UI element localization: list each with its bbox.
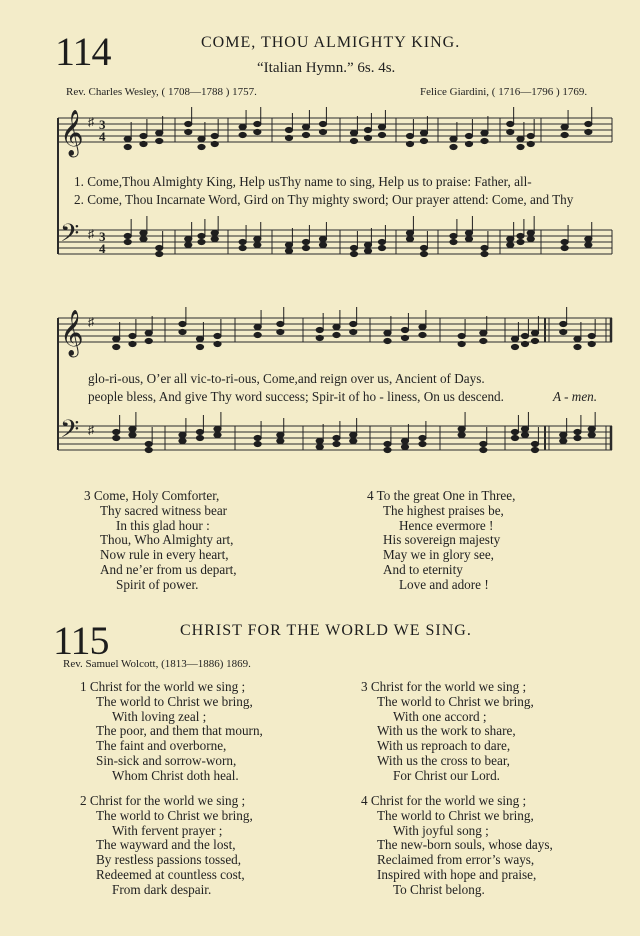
notehead	[129, 333, 136, 338]
notehead	[481, 138, 488, 143]
notehead	[406, 230, 413, 235]
notehead	[560, 438, 567, 443]
stanza-line: 4 To the great One in Three,	[367, 488, 516, 503]
stanza-line: The poor, and them that mourn,	[96, 723, 263, 739]
notehead	[458, 426, 465, 431]
notehead	[145, 447, 152, 452]
stanza-line: For Christ our Lord.	[393, 767, 500, 783]
bass-clef-icon: 𝄢	[60, 219, 80, 254]
notehead	[350, 438, 357, 443]
notehead	[185, 242, 192, 247]
notehead	[560, 432, 567, 437]
notehead	[214, 432, 221, 437]
notehead	[574, 344, 581, 349]
notehead	[531, 330, 538, 335]
notehead	[316, 327, 323, 332]
hymn-114-title: COME, THOU ALMIGHTY KING.	[201, 34, 461, 51]
stanza-line: The highest praises be,	[383, 502, 504, 518]
notehead	[254, 129, 261, 134]
stanza-line: With joyful song ;	[393, 822, 489, 838]
notehead	[517, 233, 524, 238]
notehead	[333, 435, 340, 440]
stanza-line: Sin-sick and sorrow-worn,	[96, 752, 237, 768]
notehead	[364, 135, 371, 140]
notehead	[285, 127, 292, 132]
hymn-114-stanza-3	[84, 489, 237, 593]
notehead	[517, 136, 524, 141]
stanza-line: To Christ belong.	[393, 881, 485, 897]
stanza-line: The world to Christ we bring,	[377, 693, 534, 709]
stanza-line: With us reproach to dare,	[377, 738, 511, 754]
notehead	[574, 336, 581, 341]
stanza-line: The world to Christ we bring,	[377, 807, 534, 823]
notehead	[196, 435, 203, 440]
notehead	[198, 144, 205, 149]
notehead	[124, 136, 131, 141]
stanza-line: With us the cross to bear,	[377, 752, 510, 768]
notehead	[254, 332, 261, 337]
lyric-line-2-verse-1: glo-ri-ous, O’er all vic-to-ri-ous, Come,and reign over us, Ancient of Days.	[88, 371, 485, 386]
notehead	[527, 141, 534, 146]
notehead	[527, 230, 534, 235]
notehead	[527, 236, 534, 241]
notehead	[350, 138, 357, 143]
notehead	[384, 338, 391, 343]
notehead	[561, 132, 568, 137]
notehead	[401, 438, 408, 443]
notehead	[378, 132, 385, 137]
notehead	[531, 338, 538, 343]
notehead	[124, 239, 131, 244]
notehead	[316, 438, 323, 443]
notehead	[277, 432, 284, 437]
notehead	[481, 251, 488, 256]
notehead	[302, 239, 309, 244]
notehead	[458, 432, 465, 437]
notehead	[179, 438, 186, 443]
stanza-line: The world to Christ we bring,	[96, 693, 253, 709]
stanza-line: With fervent prayer ;	[112, 822, 223, 838]
time-signature-top: 3	[99, 117, 106, 132]
notehead	[364, 242, 371, 247]
notehead	[585, 129, 592, 134]
hymn-114-number: 114	[55, 29, 111, 74]
stanza-line: Redeemed at countless cost,	[96, 866, 245, 882]
notehead	[319, 129, 326, 134]
notehead	[401, 335, 408, 340]
stanza-line: 4 Christ for the world we sing ;	[361, 793, 527, 808]
hymn-115-author: Rev. Samuel Wolcott, (1813—1886) 1869.	[63, 658, 251, 670]
notehead	[378, 124, 385, 129]
notehead	[254, 121, 261, 126]
bass-clef-icon: 𝄢	[60, 415, 80, 450]
stanza-line: 3 Christ for the world we sing ;	[361, 679, 527, 694]
stanza-line: The new-born souls, whose days,	[377, 837, 553, 853]
notehead	[239, 239, 246, 244]
notehead	[574, 429, 581, 434]
notehead	[350, 130, 357, 135]
stanza-line: May we in glory see,	[383, 547, 494, 563]
stanza-line: Hence evermore !	[399, 517, 494, 533]
notehead	[378, 245, 385, 250]
notehead	[254, 435, 261, 440]
stanza-line: With us the work to share,	[377, 723, 516, 739]
notehead	[420, 138, 427, 143]
notehead	[406, 141, 413, 146]
notehead	[254, 242, 261, 247]
notehead	[254, 441, 261, 446]
notehead	[302, 245, 309, 250]
notehead	[419, 324, 426, 329]
notehead	[239, 124, 246, 129]
notehead	[140, 230, 147, 235]
notehead	[480, 447, 487, 452]
stanza-line: From dark despair.	[112, 881, 212, 897]
notehead	[140, 133, 147, 138]
stanza-line: His sovereign majesty	[383, 532, 501, 548]
notehead	[145, 330, 152, 335]
notehead	[211, 230, 218, 235]
hymn-114-author: Rev. Charles Wesley, ( 1708—1788 ) 1757.	[66, 86, 257, 98]
treble-clef-icon: 𝄞	[60, 310, 84, 356]
notehead	[384, 441, 391, 446]
stanza-line: 1 Christ for the world we sing ;	[80, 679, 246, 694]
notehead	[419, 435, 426, 440]
notehead	[350, 251, 357, 256]
notehead	[350, 245, 357, 250]
notehead	[316, 444, 323, 449]
notehead	[420, 245, 427, 250]
notehead	[406, 133, 413, 138]
notehead	[521, 341, 528, 346]
notehead	[277, 438, 284, 443]
music-system-2	[0, 302, 640, 472]
notehead	[588, 341, 595, 346]
notehead	[196, 336, 203, 341]
notehead	[211, 141, 218, 146]
notehead	[350, 321, 357, 326]
notehead	[480, 330, 487, 335]
notehead	[517, 144, 524, 149]
notehead	[239, 132, 246, 137]
notehead	[156, 130, 163, 135]
notehead	[179, 432, 186, 437]
key-sharp-icon: ♯	[88, 423, 94, 437]
notehead	[319, 121, 326, 126]
notehead	[145, 441, 152, 446]
time-signature-top: 3	[99, 229, 106, 244]
notehead	[481, 245, 488, 250]
notehead	[277, 321, 284, 326]
notehead	[517, 239, 524, 244]
hymn-115-stanza-3	[361, 680, 534, 784]
notehead	[364, 248, 371, 253]
stanza-line: The wayward and the lost,	[96, 837, 236, 853]
key-sharp-icon: ♯	[88, 315, 94, 329]
notehead	[531, 447, 538, 452]
notehead	[561, 245, 568, 250]
hymn-115-stanza-4	[361, 794, 553, 898]
notehead	[378, 239, 385, 244]
notehead	[156, 251, 163, 256]
notehead	[588, 426, 595, 431]
stanza-line: Inspired with hope and praise,	[377, 866, 537, 882]
notehead	[129, 341, 136, 346]
hymn-115-number: 115	[53, 618, 109, 663]
notehead	[511, 435, 518, 440]
notehead	[350, 329, 357, 334]
stanza-line: Reclaimed from error’s ways,	[377, 852, 535, 868]
notehead	[384, 330, 391, 335]
notehead	[333, 332, 340, 337]
notehead	[214, 341, 221, 346]
stanza-line: 3 Come, Holy Comforter,	[84, 488, 220, 503]
stanza-line: Now rule in every heart,	[100, 547, 229, 563]
notehead	[198, 233, 205, 238]
stanza-line: With one accord ;	[393, 708, 487, 724]
notehead	[254, 324, 261, 329]
notehead	[198, 239, 205, 244]
notehead	[511, 429, 518, 434]
notehead	[560, 329, 567, 334]
lyric-line-1-verse-2: 2. Come, Thou Incarnate Word, Gird on Thy mighty sword; Our prayer attend: Come, and Thy	[74, 192, 574, 207]
notehead	[458, 333, 465, 338]
treble-clef-icon: 𝄞	[60, 110, 84, 156]
time-signature-bottom: 4	[99, 129, 106, 144]
lyric-line-2-verse-2: people bless, And give Thy word success; Spir-it of ho - liness, On us descend.	[88, 389, 504, 404]
notehead	[585, 242, 592, 247]
notehead	[574, 435, 581, 440]
notehead	[560, 321, 567, 326]
notehead	[364, 127, 371, 132]
notehead	[156, 138, 163, 143]
notehead	[521, 426, 528, 431]
notehead	[420, 251, 427, 256]
hymn-115-stanza-1	[80, 680, 263, 784]
notehead	[124, 144, 131, 149]
amen-label: A - men.	[553, 389, 598, 404]
notehead	[302, 124, 309, 129]
notehead	[302, 132, 309, 137]
notehead	[185, 121, 192, 126]
notehead	[277, 329, 284, 334]
notehead	[333, 441, 340, 446]
notehead	[588, 333, 595, 338]
hymn-115-stanza-2	[80, 794, 253, 898]
stanza-line: The faint and overborne,	[96, 738, 227, 754]
notehead	[316, 335, 323, 340]
stanza-line: 2 Christ for the world we sing ;	[80, 793, 246, 808]
notehead	[507, 121, 514, 126]
notehead	[113, 429, 120, 434]
notehead	[179, 321, 186, 326]
notehead	[465, 141, 472, 146]
notehead	[196, 344, 203, 349]
notehead	[124, 233, 131, 238]
notehead	[406, 236, 413, 241]
notehead	[511, 336, 518, 341]
notehead	[211, 236, 218, 241]
notehead	[140, 141, 147, 146]
notehead	[198, 136, 205, 141]
notehead	[285, 242, 292, 247]
notehead	[458, 341, 465, 346]
notehead	[401, 327, 408, 332]
notehead	[319, 242, 326, 247]
notehead	[211, 133, 218, 138]
notehead	[450, 239, 457, 244]
stanza-line: Love and adore !	[399, 576, 489, 592]
stanza-line: And to eternity	[383, 561, 463, 577]
stanza-line: The world to Christ we bring,	[96, 807, 253, 823]
notehead	[450, 144, 457, 149]
notehead	[214, 333, 221, 338]
stanza-line: Whom Christ doth heal.	[112, 767, 239, 783]
notehead	[531, 441, 538, 446]
notehead	[140, 236, 147, 241]
hymn-114-tune: “Italian Hymn.” 6s. 4s.	[257, 60, 396, 76]
notehead	[521, 333, 528, 338]
notehead	[511, 344, 518, 349]
lyric-line-1-verse-1: 1. Come,Thou Almighty King, Help usThy name to sing, Help us to praise: Father, all-	[74, 174, 532, 189]
notehead	[113, 344, 120, 349]
hymn-114-composer: Felice Giardini, ( 1716—1796 ) 1769.	[420, 86, 588, 98]
notehead	[585, 236, 592, 241]
stanza-line: Thou, Who Almighty art,	[100, 532, 234, 548]
notehead	[507, 242, 514, 247]
notehead	[129, 432, 136, 437]
notehead	[527, 133, 534, 138]
stanza-line: In this glad hour :	[116, 517, 210, 533]
notehead	[384, 447, 391, 452]
stanza-line: Spirit of power.	[116, 576, 199, 592]
stanza-line: With loving zeal ;	[112, 708, 207, 724]
notehead	[401, 444, 408, 449]
stanza-line: By restless passions tossed,	[96, 852, 242, 868]
key-sharp-icon: ♯	[88, 227, 94, 241]
notehead	[333, 324, 340, 329]
notehead	[480, 441, 487, 446]
hymn-114-stanza-4	[367, 489, 515, 593]
notehead	[507, 236, 514, 241]
notehead	[588, 432, 595, 437]
notehead	[285, 135, 292, 140]
notehead	[480, 338, 487, 343]
notehead	[465, 133, 472, 138]
notehead	[196, 429, 203, 434]
hymn-115-title: CHRIST FOR THE WORLD WE SING.	[180, 622, 472, 639]
notehead	[239, 245, 246, 250]
notehead	[465, 236, 472, 241]
notehead	[419, 332, 426, 337]
notehead	[285, 248, 292, 253]
notehead	[185, 129, 192, 134]
time-signature-bottom: 4	[99, 241, 106, 256]
notehead	[214, 426, 221, 431]
notehead	[450, 233, 457, 238]
notehead	[145, 338, 152, 343]
key-sharp-icon: ♯	[88, 115, 94, 129]
notehead	[319, 236, 326, 241]
notehead	[419, 441, 426, 446]
notehead	[156, 245, 163, 250]
notehead	[113, 336, 120, 341]
stanza-line: Thy sacred witness bear	[100, 502, 228, 518]
notehead	[585, 121, 592, 126]
notehead	[450, 136, 457, 141]
notehead	[561, 239, 568, 244]
notehead	[481, 130, 488, 135]
stanza-line: And ne’er from us depart,	[100, 561, 237, 577]
notehead	[113, 435, 120, 440]
notehead	[129, 426, 136, 431]
notehead	[179, 329, 186, 334]
notehead	[507, 129, 514, 134]
notehead	[420, 130, 427, 135]
notehead	[350, 432, 357, 437]
notehead	[254, 236, 261, 241]
notehead	[521, 432, 528, 437]
notehead	[185, 236, 192, 241]
notehead	[465, 230, 472, 235]
notehead	[561, 124, 568, 129]
